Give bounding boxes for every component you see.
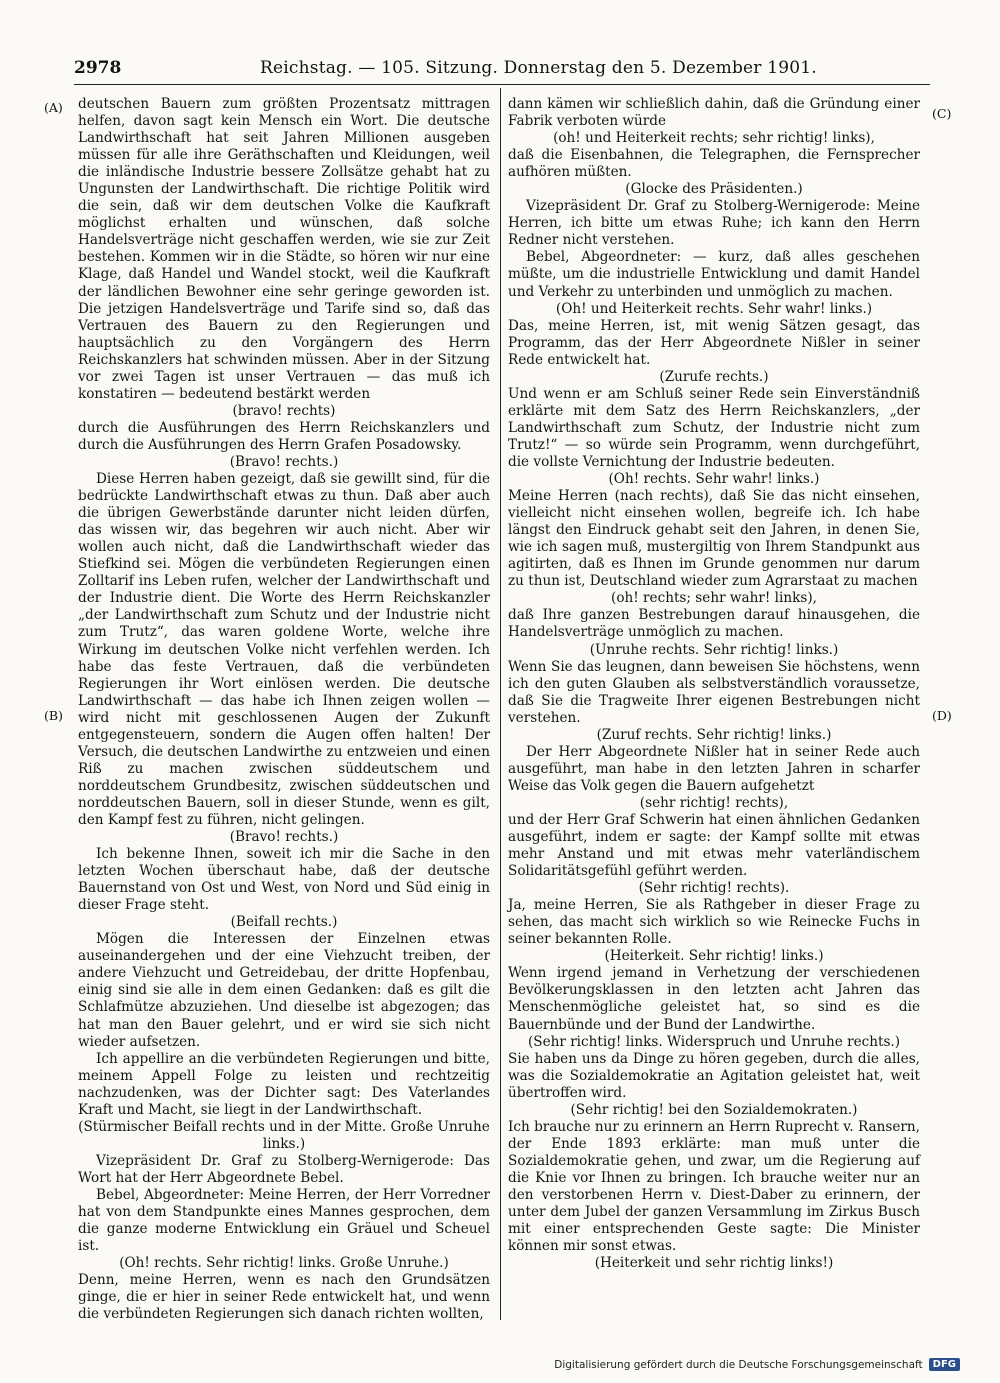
- margin-mark-c: (C): [932, 106, 952, 121]
- paragraph: Bebel, Abgeordneter: Meine Herren, der Herr Vorredner hat von dem Standpunkte eines Mannes gesprochen, dem die ganze moderne Entwicklung ein Gräuel und Scheuel ist.: [78, 1187, 490, 1255]
- left-column: [78, 96, 490, 1323]
- running-title: Reichstag. — 105. Sitzung. Donnerstag den 5. Dezember 1901.: [260, 58, 817, 78]
- interjection: (Zuruf rechts. Sehr richtig! links.): [596, 726, 832, 743]
- paragraph: Wenn irgend jemand in Verhetzung der verschiedenen Bevölkerungsklassen in den letzten acht Jahren das Menschenmögliche geleistet hat, so sind es die Bauernbünde und der Bund der Landwirthe.: [508, 965, 920, 1033]
- interjection: (Sehr richtig! links. Widerspruch und Unruhe rechts.): [527, 1033, 901, 1050]
- margin-mark-d: (D): [932, 708, 952, 723]
- dfg-logo: DFG: [929, 1358, 960, 1371]
- interjection: (sehr richtig! rechts),: [639, 794, 789, 811]
- paragraph: Denn, meine Herren, wenn es nach den Grundsätzen ginge, die er hier in seiner Rede entwickelt hat, und wenn die verbündeten Regierungen sich danach richten wollten,: [78, 1272, 490, 1323]
- footer-credit: Digitalisierung gefördert durch die Deutsche Forschungsgemeinschaft: [554, 1358, 923, 1371]
- paragraph: Ich appellire an die verbündeten Regierungen und bitte, meinem Appell Folge zu leisten und rechtzeitig nachzudenken, was der Dichter sagt: Des Vaterlandes Kraft und Macht, sie liegt in der Landwirthschaft.: [78, 1050, 490, 1118]
- interjection: (oh! und Heiterkeit rechts; sehr richtig! links),: [553, 130, 875, 147]
- paragraph: Das, meine Herren, ist, mit wenig Sätzen gesagt, das Programm, das der Herr Abgeordnete Nißler in seiner Rede entwickelt hat.: [508, 317, 920, 368]
- paragraph: durch die Ausführungen des Herrn Reichskanzlers und durch die Ausführungen des Herrn Grafen Posadowsky.: [78, 419, 490, 453]
- interjection: (Sehr richtig! bei den Sozialdemokraten.): [570, 1101, 858, 1118]
- paragraph: dann kämen wir schließlich dahin, daß die Gründung einer Fabrik verboten würde: [508, 96, 920, 130]
- paragraph: deutschen Bauern zum größten Prozentsatz mittragen helfen, davon sagt kein Mensch ein Wort. Die deutsche Landwirthschaft hat seit Jahren Millionen ausgeben müssen für alle ihre Geräthschaften und Kleidungen, weil die inländische Industrie bessere Zollsätze gehabt hat zu Ungunsten der Landwirthschaft. Die richtige Politik wird die sein, daß wir dem deutschen Volke die Kaufkraft möglichst erhalten und wünschen, daß solche Handelsverträge nicht geschaffen werden, wie sie zur Zeit bestehen. Kommen wir in die Städte, so hören wir nur eine Klage, daß Handel und Wandel stockt, weil die Kaufkraft der ländlichen Bewohner eine sehr geringe geworden ist. Die jetzigen Handelsverträge und Tarife sind so, daß das Vertrauen des Bauern zu den Regierungen und hauptsächlich zu den Vorgängern des Herrn Reichskanzlers hat schwinden müssen. Aber in der Sitzung vor zwei Tagen ist unser Vertrauen — das muß ich konstatiren — bedeutend bestärkt werden: [78, 96, 490, 402]
- interjection: (oh! rechts; sehr wahr! links),: [611, 590, 817, 607]
- margin-mark-a: (A): [44, 100, 63, 115]
- interjection: (Bravo! rechts.): [229, 829, 339, 846]
- interjection: (Oh! rechts. Sehr wahr! links.): [608, 471, 820, 488]
- paragraph: Sie haben uns da Dinge zu hören gegeben, durch die alles, was die Sozialdemokratie an Agitation geleistet hat, weit übertroffen wird.: [508, 1050, 920, 1101]
- paragraph: Vizepräsident Dr. Graf zu Stolberg-Wernigerode: Meine Herren, ich bitte um etwas Ruhe; ich kann den Herrn Redner nicht verstehen.: [508, 198, 920, 249]
- interjection: (Oh! rechts. Sehr richtig! links. Große Unruhe.): [119, 1255, 449, 1272]
- paragraph: Diese Herren haben gezeigt, daß sie gewillt sind, für die bedrückte Landwirthschaft etwas zu thun. Daß aber auch die übrigen Gewerbstände darunter nicht leiden dürfen, das wissen wir, das begehren wir auch nicht. Aber wir wollen auch nicht, daß die Landwirthschaft wieder das Stiefkind sei. Mögen die verbündeten Regierungen einen Zolltarif ins Leben rufen, welcher der Landwirthschaft und der Industrie dient. Die Worte des Herrn Reichskanzler „der Landwirthschaft zum Schutz und der Industrie nicht zum Trutz“, das waren goldene Worte, welche ihre Wirkung im deutschen Volke nicht verfehlen werden. Ich habe das feste Vertrauen, daß die verbündeten Regierungen ihr Wort einlösen werden. Die deutsche Landwirthschaft — das habe ich Ihnen zeigen wollen — wird nicht mit geschlossenen Augen der Zukunft entgegensteuern, sondern die Augen offen halten! Der Versuch, die deutschen Landwirthe zu entzweien und einen Riß zu machen zwischen süddeutschem und norddeutschem Grundbesitz, zwischen süddeutschen und norddeutschen Bauern, soll in dieser Stunde, wenn es gilt, den Kampf fest zu führen, nicht gelingen.: [78, 471, 490, 828]
- paragraph: und der Herr Graf Schwerin hat einen ähnlichen Gedanken ausgeführt, indem er sagte: der Kampf sollte mit etwas mehr Anstand und mit etwas mehr vaterländischem Solidaritätsgefühl geführt werden.: [508, 811, 920, 880]
- paragraph: Mögen die Interessen der Einzelnen etwas auseinandergehen und der eine Viehzucht treiben, der andere Viehzucht und Getreidebau, der dritte Hopfenbau, einig sind sie alle in dem einen Gedanken: daß es gilt die Schlafmütze abzuziehen. Und dieselbe ist abgezogen; das hat man den Bauer gelehrt, und er wird sie sich nicht wieder aufsetzen.: [78, 931, 490, 1050]
- paragraph: Wenn Sie das leugnen, dann beweisen Sie höchstens, wenn ich den guten Glauben als selbstverständlich voraussetze, daß Sie die Tragweite Ihrer eigenen Bestrebungen nicht verstehen.: [508, 658, 920, 726]
- interjection: (Oh! und Heiterkeit rechts. Sehr wahr! links.): [555, 300, 873, 317]
- interjection: (Zurufe rechts.): [659, 368, 769, 385]
- interjection: (Heiterkeit. Sehr richtig! links.): [604, 948, 824, 965]
- column-divider: [500, 88, 501, 1320]
- right-column: [508, 96, 920, 1272]
- paragraph: Meine Herren (nach rechts), daß Sie das nicht einsehen, vielleicht nicht einsehen wollen, begreife ich. Ich habe längst den Eindruck gehabt seit den Jahren, in denen Sie, wie ich sagen muß, mustergiltig von Ihrem Standpunkt aus agitirten, daß es Ihnen im Grunde genommen nur darum zu thun ist, Deutschland wieder zum Agrarstaat zu machen: [508, 488, 920, 590]
- footer: [554, 1358, 960, 1371]
- page-number: 2978: [74, 58, 122, 78]
- margin-mark-b: (B): [44, 708, 63, 723]
- page-header: [74, 58, 930, 84]
- interjection: (Heiterkeit und sehr richtig links!): [594, 1255, 834, 1272]
- interjection: (bravo! rechts): [232, 402, 336, 419]
- paragraph: daß Ihre ganzen Bestrebungen darauf hinausgehen, die Handelsverträge unmöglich zu machen.: [508, 607, 920, 641]
- paragraph: Bebel, Abgeordneter: — kurz, daß alles geschehen müßte, um die industrielle Entwicklung und damit Handel und Verkehr zu unterbinden und unmöglich zu machen.: [508, 249, 920, 300]
- paragraph: Ich brauche nur zu erinnern an Herrn Ruprecht v. Ransern, der Ende 1893 erklärte: man muß unter die Sozialdemokratie gehen, und zwar, um die Regierung auf die Knie vor Ihnen zu bringen. Ich brauche weiter nur an den verstorbenen Herrn v. Diest-Daber zu erinnern, der unter dem Jubel der ganzen Versammlung im Zirkus Busch mit einer entsprechenden Geste sagte: Die Minister können mir sonst etwas.: [508, 1118, 920, 1255]
- paragraph: daß die Eisenbahnen, die Telegraphen, die Fernsprecher aufhören müßten.: [508, 147, 920, 181]
- interjection: (Glocke des Präsidenten.): [625, 181, 803, 198]
- paragraph: Ich bekenne Ihnen, soweit ich mir die Sache in den letzten Wochen überschaut habe, daß der deutsche Bauernstand von Ost und West, von Nord und Süd einig in dieser Frage steht.: [78, 846, 490, 914]
- paragraph: Der Herr Abgeordnete Nißler hat in seiner Rede auch ausgeführt, man habe in den letzten Jahren in scharfer Weise das Volk gegen die Bauern aufgehetzt: [508, 743, 920, 794]
- interjection: (Unruhe rechts. Sehr richtig! links.): [589, 641, 839, 658]
- interjection: (Bravo! rechts.): [229, 453, 339, 470]
- paragraph: Und wenn er am Schluß seiner Rede sein Einverständniß erklärte mit dem Satz des Herrn Reichskanzlers, „der Landwirthschaft zum Schutz, der Industrie nicht zum Trutz!“ — so würde sein Programm, wenn durchgeführt, die vollste Vernichtung der Industrie bedeuten.: [508, 385, 920, 470]
- interjection: (Sehr richtig! rechts).: [638, 880, 790, 897]
- interjection: (Beifall rechts.): [230, 914, 338, 931]
- paragraph: Ja, meine Herren, Sie als Rathgeber in dieser Frage zu sehen, das macht sich wirklich so wie Reinecke Fuchs in seiner bekannten Rolle.: [508, 897, 920, 948]
- paragraph: Vizepräsident Dr. Graf zu Stolberg-Wernigerode: Das Wort hat der Herr Abgeordnete Bebel.: [78, 1152, 490, 1186]
- header-rule: [74, 84, 930, 85]
- interjection: (Stürmischer Beifall rechts und in der Mitte. Große Unruhe links.): [78, 1118, 490, 1152]
